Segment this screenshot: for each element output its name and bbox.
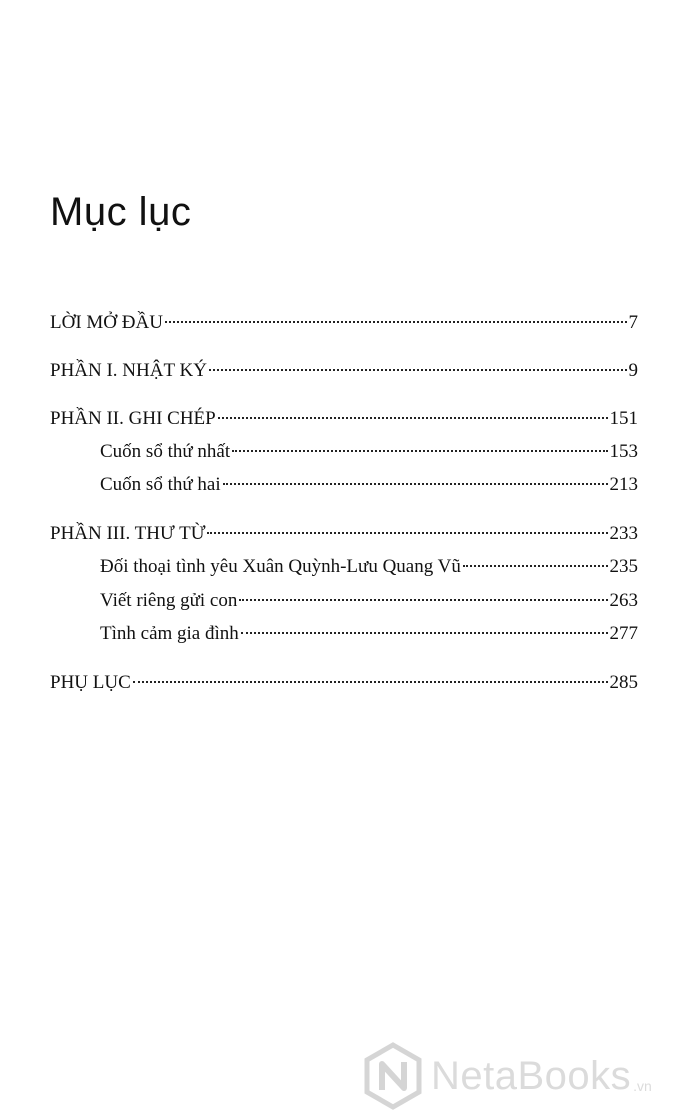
toc-entry-label: Tình cảm gia đình: [100, 623, 239, 644]
toc-entry-label: PHỤ LỤC: [50, 672, 131, 693]
toc-entry-loi-mo-dau: [50, 310, 638, 336]
toc-entry-label: Cuốn sổ thứ hai: [100, 474, 221, 495]
toc-entry-label: PHẦN I. NHẬT KÝ: [50, 360, 207, 381]
toc-entry-label: Đối thoại tình yêu Xuân Quỳnh-Lưu Quang Vũ: [100, 556, 461, 577]
toc-entry-cuon-so-2: [100, 472, 638, 498]
dot-leader: [232, 450, 607, 452]
watermark-suffix: .vn: [633, 1078, 652, 1094]
toc-entry-page: 153: [609, 441, 638, 462]
toc-entry-tinh-cam: [100, 621, 638, 647]
watermark: [363, 1040, 693, 1112]
toc-entry-phan-2: [50, 406, 638, 432]
toc-entry-label: Cuốn sổ thứ nhất: [100, 441, 231, 462]
toc-entry-phu-luc: [50, 670, 638, 696]
toc-entry-page: 263: [609, 590, 638, 611]
netabooks-logo-icon: [363, 1042, 423, 1110]
toc-entry-label: PHẦN III. THƯ TỪ: [50, 523, 206, 544]
dot-leader: [165, 321, 627, 323]
watermark-brand: NetaBooks: [431, 1053, 632, 1098]
toc-entry-page: 235: [609, 556, 638, 577]
toc-entry-page: 7: [628, 312, 638, 333]
toc-entry-cuon-so-1: [100, 439, 638, 465]
dot-leader: [463, 565, 608, 567]
dot-leader: [241, 632, 608, 634]
toc-entry-page: 285: [609, 672, 638, 693]
toc-entry-label: LỜI MỞ ĐẦU: [50, 312, 163, 333]
toc-entry-doi-thoai: [100, 554, 638, 580]
toc-entry-page: 9: [628, 360, 638, 381]
dot-leader: [209, 369, 627, 371]
dot-leader: [133, 681, 608, 683]
dot-leader: [223, 483, 608, 485]
toc-entry-page: 277: [609, 623, 638, 644]
toc-entry-phan-1: [50, 358, 638, 384]
toc-entry-page: 151: [609, 408, 638, 429]
toc-entry-page: 213: [609, 474, 638, 495]
toc-entry-viet-rieng: [100, 588, 638, 614]
dot-leader: [239, 599, 607, 601]
toc-entry-phan-3: [50, 521, 638, 547]
toc-entry-page: 233: [609, 523, 638, 544]
page-title: Mục lục: [50, 190, 192, 234]
toc-entry-label: PHẦN II. GHI CHÉP: [50, 408, 216, 429]
dot-leader: [207, 532, 607, 534]
dot-leader: [218, 417, 608, 419]
toc-entry-label: Viết riêng gửi con: [100, 590, 238, 611]
